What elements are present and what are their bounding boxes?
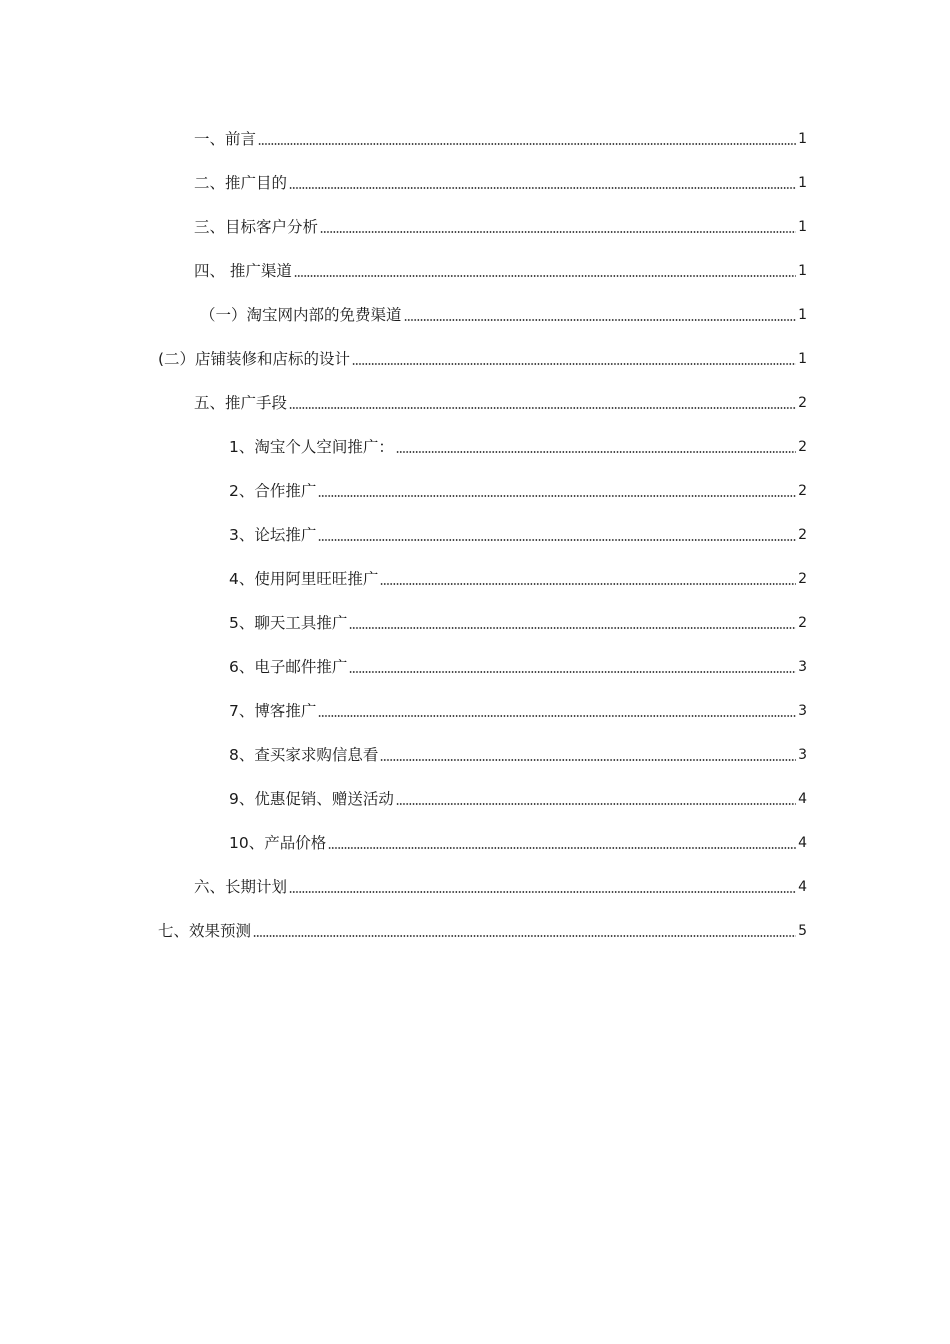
toc-entry-title: (二）店铺装修和店标的设计 — [158, 350, 351, 368]
toc-dot-leader — [289, 891, 796, 893]
toc-entry-effect-forecast[interactable] — [158, 918, 807, 942]
toc-dot-leader — [253, 935, 796, 937]
toc-dot-leader — [349, 627, 796, 629]
toc-entry-title: 三、目标客户分析 — [194, 218, 319, 236]
toc-entry-buyer-requests[interactable] — [229, 742, 807, 766]
toc-entry-title: 5、聊天工具推广 — [229, 614, 348, 632]
toc-entry-title: 2、合作推广 — [229, 482, 317, 500]
toc-entry-aliwangwang[interactable] — [229, 566, 807, 590]
toc-entry-cooperation[interactable] — [229, 478, 807, 502]
toc-dot-leader — [380, 759, 796, 761]
toc-dot-leader — [318, 539, 796, 541]
toc-entry-page-number: 5 — [798, 923, 807, 939]
toc-entry-product-price[interactable] — [229, 830, 807, 854]
toc-entry-title: 一、前言 — [194, 130, 257, 148]
toc-entry-email[interactable] — [229, 654, 807, 678]
toc-entry-store-decoration[interactable] — [158, 346, 807, 370]
toc-entry-page-number: 1 — [798, 351, 807, 367]
toc-entry-page-number: 2 — [798, 483, 807, 499]
toc-entry-page-number: 3 — [798, 659, 807, 675]
toc-entry-target-customer-analysis[interactable] — [194, 214, 807, 238]
toc-entry-page-number: 4 — [798, 879, 807, 895]
toc-entry-long-term-plan[interactable] — [194, 874, 807, 898]
toc-entry-title: 1、淘宝个人空间推广： — [229, 438, 394, 456]
toc-dot-leader — [258, 143, 796, 145]
toc-entry-title: （一）淘宝网内部的免费渠道 — [200, 306, 402, 324]
toc-entry-page-number: 2 — [798, 395, 807, 411]
toc-entry-title: 二、推广目的 — [194, 174, 288, 192]
toc-entry-page-number: 4 — [798, 835, 807, 851]
toc-entry-page-number: 1 — [798, 175, 807, 191]
toc-entry-page-number: 2 — [798, 615, 807, 631]
toc-dot-leader — [294, 275, 796, 277]
toc-entry-preface[interactable] — [194, 126, 807, 150]
toc-entry-forum[interactable] — [229, 522, 807, 546]
toc-entry-page-number: 1 — [798, 307, 807, 323]
toc-dot-leader — [328, 847, 796, 849]
toc-entry-page-number: 1 — [798, 263, 807, 279]
toc-dot-leader — [318, 715, 796, 717]
toc-entry-promotion-goal[interactable] — [194, 170, 807, 194]
toc-dot-leader — [404, 319, 797, 321]
toc-dot-leader — [396, 803, 796, 805]
toc-entry-promotion-methods[interactable] — [194, 390, 807, 414]
toc-entry-page-number: 1 — [798, 131, 807, 147]
toc-entry-title: 七、效果预测 — [158, 922, 252, 940]
toc-dot-leader — [396, 451, 796, 453]
toc-entry-title: 10、产品价格 — [229, 834, 327, 852]
toc-entry-title: 8、查买家求购信息看 — [229, 746, 379, 764]
toc-dot-leader — [320, 231, 796, 233]
toc-entry-page-number: 3 — [798, 747, 807, 763]
toc-entry-page-number: 2 — [798, 439, 807, 455]
toc-dot-leader — [349, 671, 796, 673]
toc-entry-page-number: 3 — [798, 703, 807, 719]
toc-entry-page-number: 2 — [798, 571, 807, 587]
toc-entry-title: 五、推广手段 — [194, 394, 288, 412]
toc-entry-personal-space[interactable] — [229, 434, 807, 458]
toc-entry-chat-tools[interactable] — [229, 610, 807, 634]
toc-entry-discounts[interactable] — [229, 786, 807, 810]
toc-dot-leader — [289, 187, 796, 189]
toc-dot-leader — [352, 363, 796, 365]
toc-entry-title: 3、论坛推广 — [229, 526, 317, 544]
toc-entry-blog[interactable] — [229, 698, 807, 722]
toc-entry-title: 4、使用阿里旺旺推广 — [229, 570, 379, 588]
toc-dot-leader — [318, 495, 796, 497]
toc-entry-title: 四、 推广渠道 — [194, 262, 292, 280]
toc-entry-page-number: 2 — [798, 527, 807, 543]
toc-entry-promotion-channels[interactable] — [194, 258, 807, 282]
toc-entry-taobao-free-channels[interactable] — [200, 302, 807, 326]
toc-dot-leader — [380, 583, 796, 585]
toc-entry-title: 7、博客推广 — [229, 702, 317, 720]
toc-entry-page-number: 4 — [798, 791, 807, 807]
toc-entry-title: 6、电子邮件推广 — [229, 658, 348, 676]
toc-entry-title: 六、长期计划 — [194, 878, 288, 896]
toc-entry-title: 9、优惠促销、赠送活动 — [229, 790, 394, 808]
toc-entry-page-number: 1 — [798, 219, 807, 235]
toc-dot-leader — [289, 407, 796, 409]
